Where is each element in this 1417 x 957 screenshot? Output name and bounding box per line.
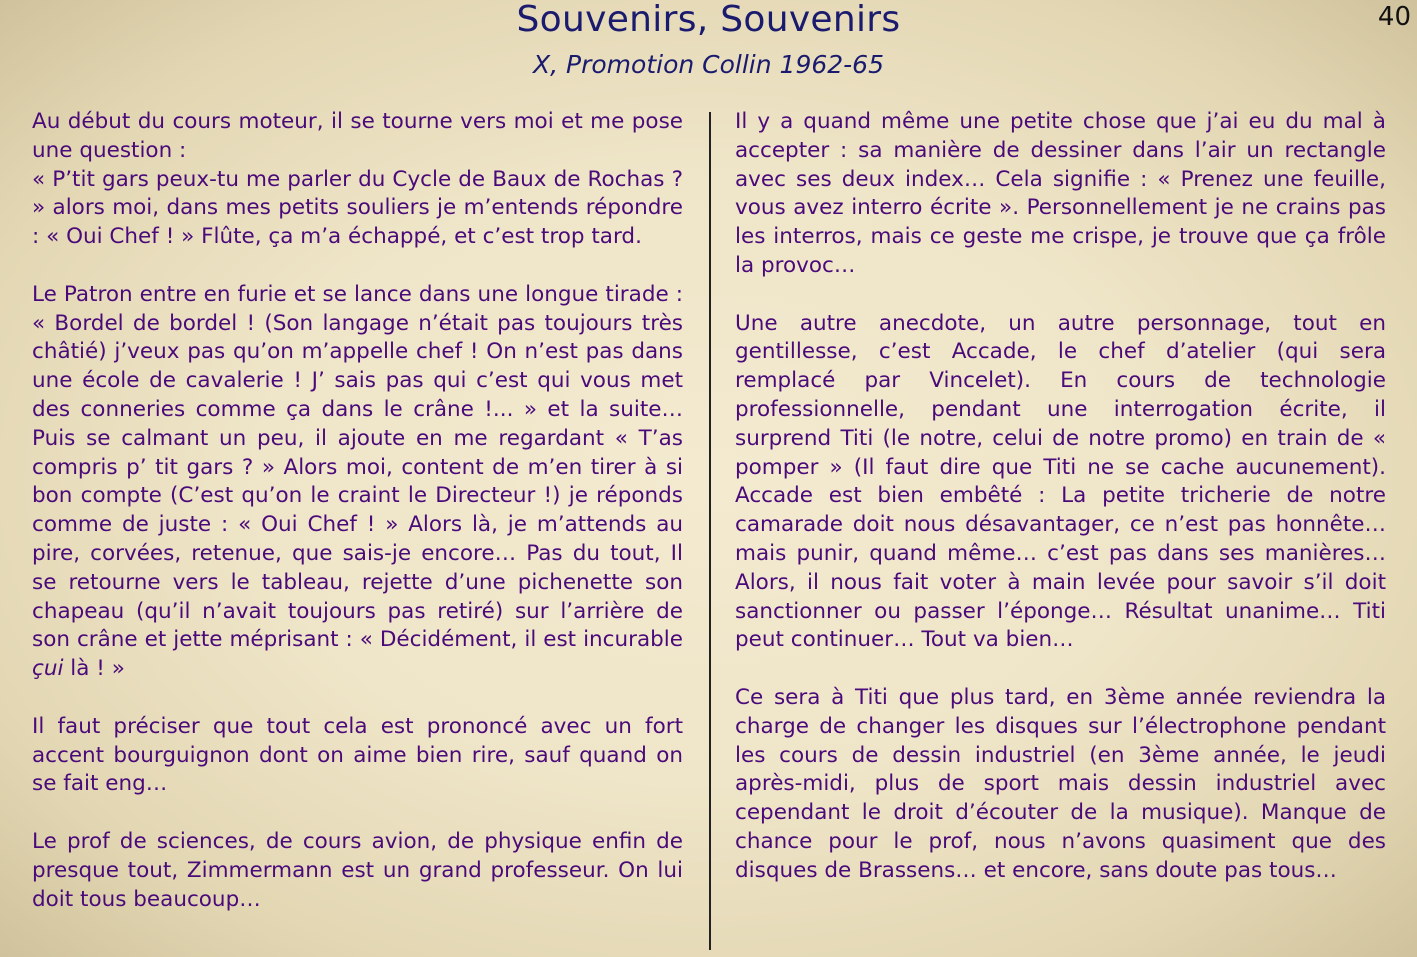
left-column: [32, 108, 683, 943]
page-title: Souvenirs, Souvenirs: [516, 0, 901, 40]
left-paragraph-2: [32, 281, 683, 684]
left-paragraph-1-dialogue: « P’tit gars peux-tu me parler du Cycle de Baux de Rochas ? » alors moi, dans mes petits souliers je m’entends répondre : « Oui Chef ! » Flûte, ça m’a échappé, et c’est trop tard.: [32, 166, 683, 250]
left-paragraph-2-emphasis: çui: [32, 656, 64, 682]
left-paragraph-2-text: Le Patron entre en furie et se lance dans une longue tirade : « Bordel de bordel ! (Son langage n’était pas toujours très châtié) j’veux pas qu’on m’appelle chef ! On n’est pas dans une école de cavalerie ! J’ sais pas qui c’est qui vous met des conneries comme ça dans le crâne !... » et la suite… Puis se calmant un peu, il ajoute en me regardant « T’as compris p’ tit gars ? » Alors moi, content de m’en tirer à si bon compte (C’est qu’on le craint le Directeur !) je réponds comme de juste : « Oui Chef ! » Alors là, je m’attends au pire, corvées, retenue, que sais-je encore… Pas du tout, Il se retourne vers le tableau, rejette d’une pichenette son chapeau (qu’il n’avait toujours pas retiré) sur l’arrière de son crâne et jette méprisant : « Décidément, il est incurable: [32, 281, 683, 653]
page-subtitle: X, Promotion Collin 1962-65: [533, 50, 884, 79]
left-paragraph-1-intro: Au début du cours moteur, il se tourne vers moi et me pose une question :: [32, 109, 683, 163]
page-number: 40: [1377, 2, 1411, 32]
left-paragraph-1: [32, 108, 683, 252]
left-paragraph-3: Il faut préciser que tout cela est prononcé avec un fort accent bourguignon dont on aime bien rire, sauf quand on se fait eng…: [32, 713, 683, 797]
left-paragraph-4: Le prof de sciences, de cours avion, de physique enfin de presque tout, Zimmermann est un grand professeur. On lui doit tous beaucoup…: [32, 828, 683, 912]
right-paragraph-3: Ce sera à Titi que plus tard, en 3ème année reviendra la charge de changer les disques sur l’électrophone pendant les cours de dessin industriel (en 3ème année, le jeudi après-midi, plus de sport mais dessin industriel avec cependant le droit d’écouter de la musique). Manque de chance pour le prof, nous n’avons quasiment que des disques de Brassens… et encore, sans doute pas tous…: [735, 684, 1386, 883]
column-divider: [709, 112, 711, 950]
left-paragraph-2-end: là ! »: [63, 656, 125, 682]
right-column: [735, 108, 1386, 914]
right-paragraph-2: Une autre anecdote, un autre personnage, tout en gentillesse, c’est Accade, le chef d’atelier (qui sera remplacé par Vincelet). En cours de technologie professionnelle, pendant une interrogation écrite, il surprend Titi (le notre, celui de notre promo) en train de « pomper » (Il faut dire que Titi ne se cache aucunement). Accade est bien embêté : La petite tricherie de notre camarade doit nous désavantager, ce n’est pas honnête… mais punir, quand même… c’est pas dans ses manières… Alors, il nous fait voter à main levée pour savoir s’il doit sanctionner ou passer l’éponge… Résultat unanime… Titi peut continuer… Tout va bien…: [735, 310, 1386, 653]
right-paragraph-1: Il y a quand même une petite chose que j’ai eu du mal à accepter : sa manière de dessiner dans l’air un rectangle avec ses deux index… Cela signifie : « Prenez une feuille, vous avez interro écrite ». Personnellement je ne crains pas les interros, mais ce geste me crispe, je trouve que ça frôle la provoc…: [735, 109, 1386, 278]
